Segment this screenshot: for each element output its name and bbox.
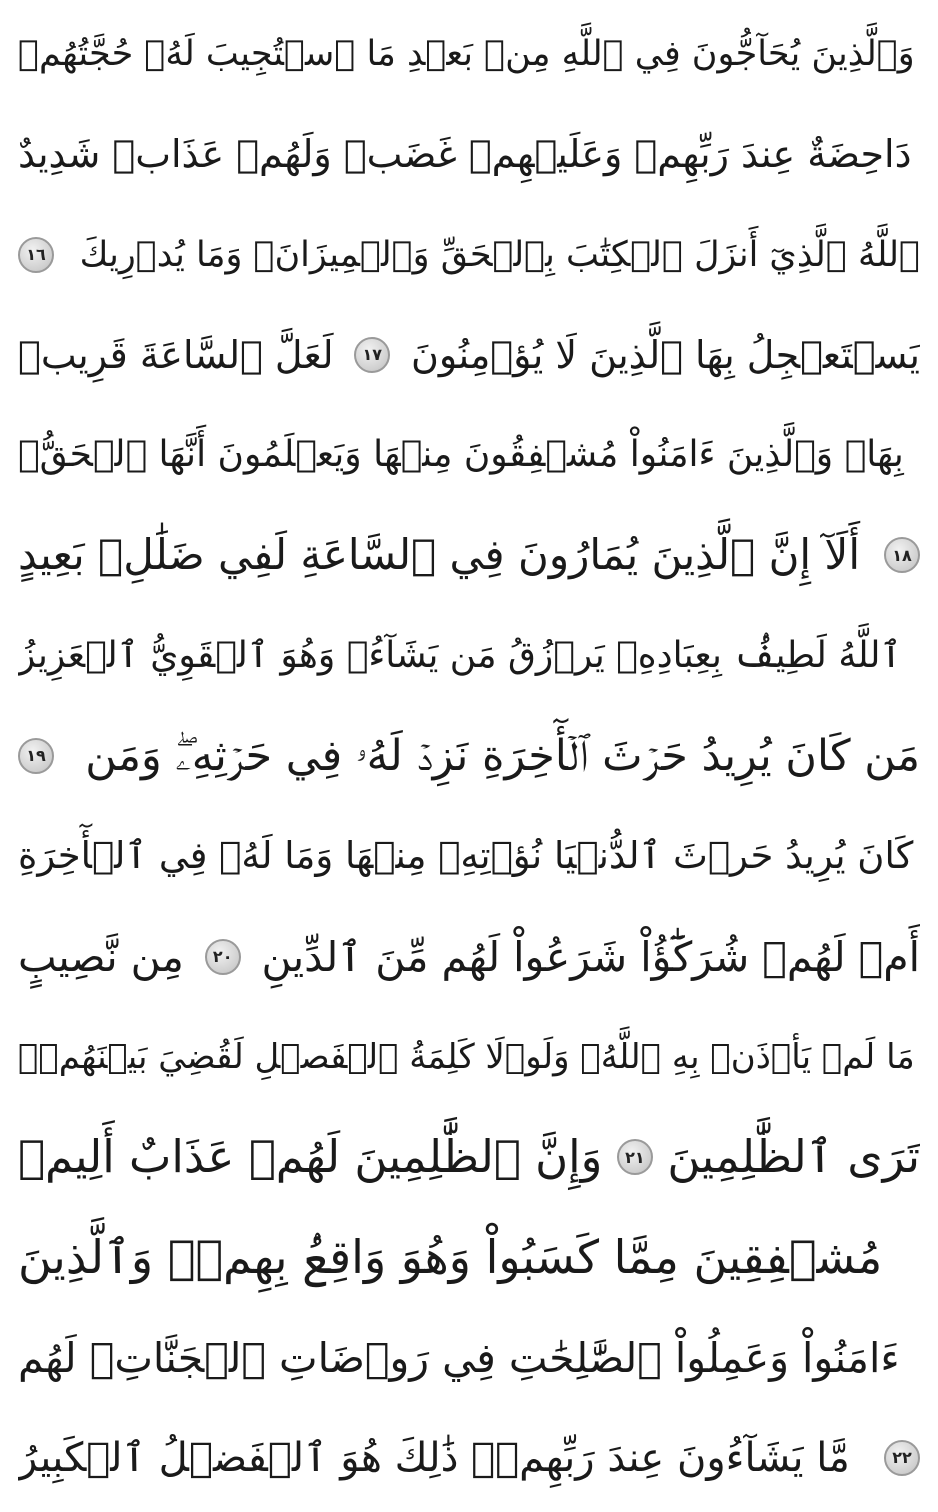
mushaf-page — [18, 8, 920, 1504]
verse-text: وَإِنَّ ٱلظَّٰلِمِينَ لَهُمۡ عَذَابٌ أَلِيمٞ — [18, 1130, 603, 1184]
verse-text: مِن نَّصِيبٍ — [18, 932, 184, 981]
text-line-3 — [18, 209, 920, 301]
text-line-13 — [18, 1211, 920, 1303]
verse-number-marker: ١٩ — [18, 738, 54, 774]
text-line-4 — [18, 309, 920, 401]
verse-text: ٱللَّهُ ٱلَّذِيٓ أَنزَلَ ٱلۡكِتَٰبَ بِٱلۡحَقِّ وَٱلۡمِيزَانَۗ وَمَا يُدۡرِيكَ — [79, 234, 920, 275]
verse-text: ٱللَّهُ لَطِيفُۢ بِعِبَادِهِۦ يَرۡزُقُ مَن يَشَآءُۖ وَهُوَ ٱلۡقَوِيُّ ٱلۡعَزِيزُ — [18, 634, 902, 676]
verse-text: دَاحِضَةٌ عِندَ رَبِّهِمۡ وَعَلَيۡهِمۡ غَضَبٞ وَلَهُمۡ عَذَابٞ شَدِيدٌ — [18, 132, 912, 177]
text-line-5 — [18, 409, 920, 501]
verse-text: أَلَآ إِنَّ ٱلَّذِينَ يُمَارُونَ فِي ٱلسَّاعَةِ لَفِي ضَلَٰلِۢ بَعِيدٍ — [18, 530, 861, 580]
verse-number-marker: ١٦ — [18, 237, 54, 273]
text-line-12 — [18, 1111, 920, 1203]
text-line-7 — [18, 610, 920, 702]
text-line-11 — [18, 1011, 920, 1103]
verse-number-marker: ١٧ — [354, 337, 390, 373]
verse-text: مَّا يَشَآءُونَ عِندَ رَبِّهِمۡۚ ذَٰلِكَ هُوَ ٱلۡفَضۡلُ ٱلۡكَبِيرُ — [18, 1434, 850, 1481]
text-line-1 — [18, 8, 920, 100]
verse-text: لَعَلَّ ٱلسَّاعَةَ قَرِيبٞ — [18, 332, 334, 377]
verse-text: تَرَى ٱلظَّٰلِمِينَ — [667, 1130, 920, 1184]
text-line-15 — [18, 1412, 920, 1504]
verse-text: كَانَ يُرِيدُ حَرۡثَ ٱلدُّنۡيَا نُؤۡتِهِۦ مِنۡهَا وَمَا لَهُۥ فِي ٱلۡأٓخِرَةِ — [18, 834, 914, 878]
text-line-14 — [18, 1312, 920, 1404]
verse-number-marker: ٢١ — [617, 1139, 653, 1175]
verse-number-marker: ٢٠ — [205, 939, 241, 975]
verse-text: ءَامَنُواْ وَعَمِلُواْ ٱلصَّٰلِحَٰتِ فِي رَوۡضَاتِ ٱلۡجَنَّاتِۖ لَهُم — [18, 1333, 900, 1382]
text-line-9 — [18, 810, 920, 902]
verse-text: يَسۡتَعۡجِلُ بِهَا ٱلَّذِينَ لَا يُؤۡمِنُونَ — [410, 332, 920, 377]
verse-text: مُشۡفِقِينَ مِمَّا كَسَبُواْ وَهُوَ وَاقِعُۢ بِهِمۡۗ وَٱلَّذِينَ — [18, 1230, 883, 1285]
text-line-8 — [18, 710, 920, 802]
verse-number-marker: ٢٢ — [884, 1440, 920, 1476]
verse-text: بِهَاۖ وَٱلَّذِينَ ءَامَنُواْ مُشۡفِقُونَ مِنۡهَا وَيَعۡلَمُونَ أَنَّهَا ٱلۡحَقُّۗ — [18, 434, 904, 476]
text-line-6 — [18, 509, 920, 601]
verse-text: وَٱلَّذِينَ يُحَآجُّونَ فِي ٱللَّهِ مِنۢ بَعۡدِ مَا ٱسۡتُجِيبَ لَهُۥ حُجَّتُهُمۡ — [18, 34, 915, 74]
verse-text: مَن كَانَ يُرِيدُ حَرۡثَ ٱلۡأٓخِرَةِ نَزِدۡ لَهُۥ فِي حَرۡثِهِۦۖ وَمَن — [85, 730, 920, 781]
verse-text: مَا لَمۡ يَأۡذَنۢ بِهِ ٱللَّهُۚ وَلَوۡلَا كَلِمَةُ ٱلۡفَصۡلِ لَقُضِيَ بَيۡنَهُمۡۗ — [18, 1036, 915, 1077]
text-line-10 — [18, 911, 920, 1003]
verse-number-marker: ١٨ — [884, 537, 920, 573]
verse-text: أَمۡ لَهُمۡ شُرَكَٰٓؤُاْ شَرَعُواْ لَهُم مِّنَ ٱلدِّينِ — [261, 932, 920, 981]
text-line-2 — [18, 108, 920, 200]
